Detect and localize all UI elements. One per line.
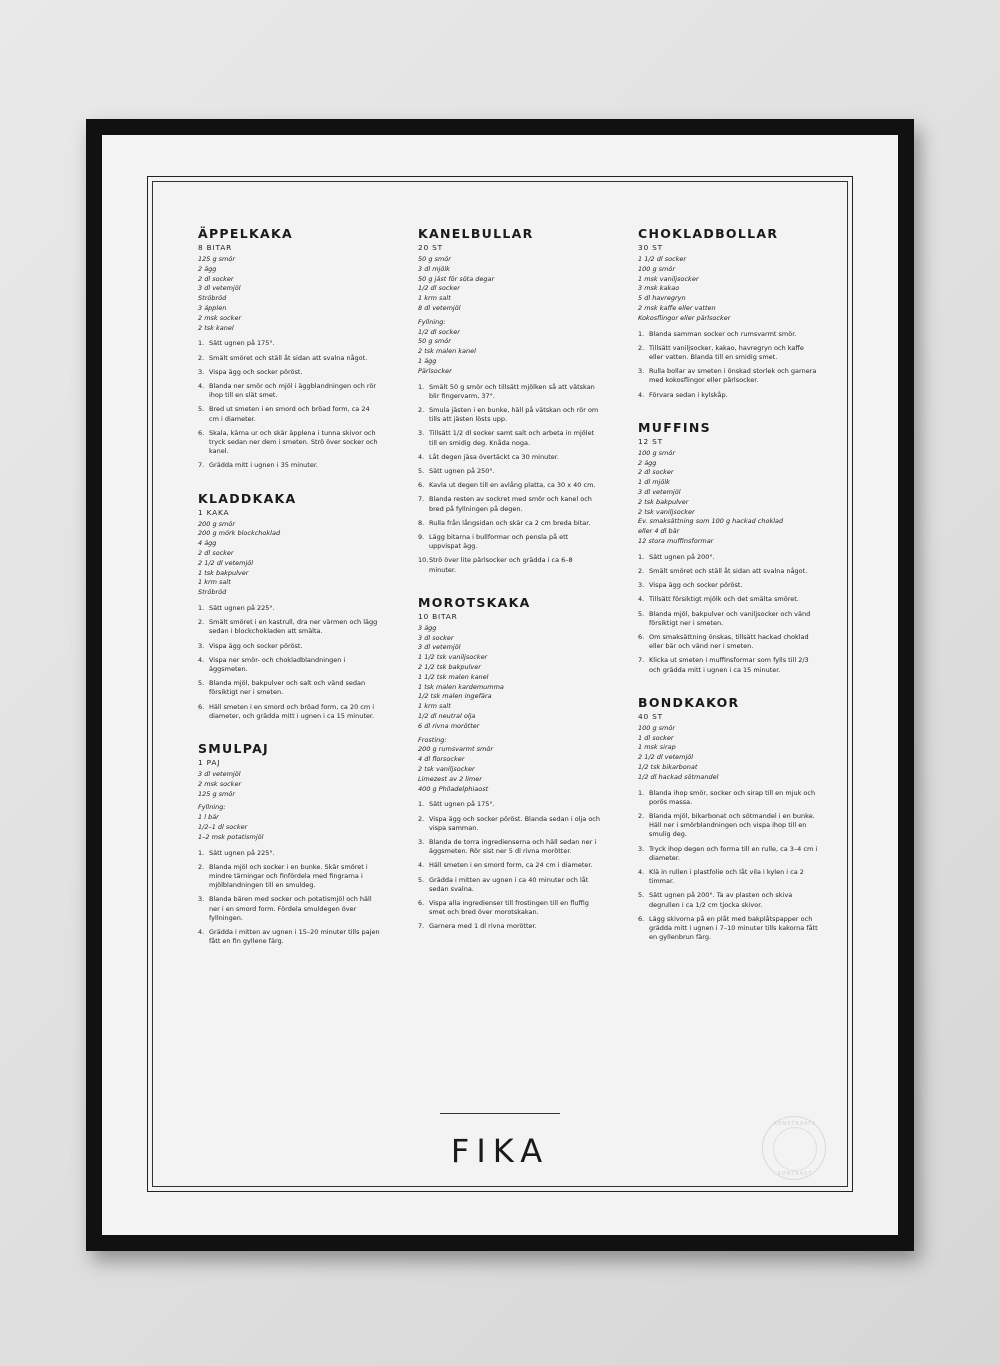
step-item <box>638 915 820 943</box>
filling-list <box>418 736 600 795</box>
recipe-card <box>418 226 600 575</box>
step-number: 4. <box>638 390 645 399</box>
step-number: 2. <box>198 862 205 871</box>
ingredient-item: 2 dl socker <box>198 274 234 283</box>
step-item <box>638 595 820 604</box>
ingredient-item: 1/2 dl neutral olja <box>418 711 476 720</box>
step-item <box>198 656 380 674</box>
recipe-column-1 <box>198 226 380 966</box>
step-text: Blanda mjöl, bakpulver och vaniljsocker och vänd försiktigt ner i smeten. <box>649 609 811 627</box>
recipe-title: SMULPAJ <box>198 741 269 757</box>
step-number: 5. <box>638 891 645 900</box>
step-item <box>198 429 380 457</box>
recipe-title: ÄPPELKAKA <box>198 226 293 241</box>
step-item <box>198 928 380 946</box>
step-number: 2. <box>638 343 645 352</box>
step-text: Blanda ner smör och mjöl i äggblandningen och rör ihop till en slät smet. <box>209 381 377 400</box>
step-item <box>198 849 380 858</box>
step-number: 1. <box>418 800 425 809</box>
recipe-title: KLADDKAKA <box>198 490 297 506</box>
step-number: 9. <box>418 533 425 541</box>
step-number: 7. <box>638 656 645 665</box>
step-item <box>418 383 600 401</box>
step-number: 3. <box>198 641 205 650</box>
ingredient-item: 2 msk kaffe eller vatten <box>638 303 716 312</box>
ingredient-item: 50 g jäst för söta degar <box>418 274 495 283</box>
filling-item: 1/2–1 dl socker <box>198 823 248 831</box>
step-number: 2. <box>638 566 645 575</box>
filling-item: 1 ägg <box>418 356 437 365</box>
step-number: 1. <box>638 329 645 338</box>
step-item <box>638 367 820 385</box>
step-list <box>638 553 820 675</box>
title-rule <box>440 1113 560 1114</box>
step-number: 5. <box>198 679 205 688</box>
ingredient-item: Ströbröd <box>198 588 227 597</box>
step-number: 7. <box>198 461 205 470</box>
ingredient-list <box>198 255 380 333</box>
ingredient-item: 2 tsk vaniljsocker <box>638 507 695 516</box>
recipe-card <box>638 695 820 943</box>
ingredient-item: 3 äpplen <box>198 303 227 312</box>
step-item <box>198 895 380 923</box>
step-item <box>638 610 820 628</box>
step-number: 2. <box>198 353 205 362</box>
step-number: 3. <box>638 581 645 590</box>
step-text: Sätt ugnen på 200°. Ta av plasten och skiva degrullen i ca 1/2 cm tjocka skivor. <box>649 891 793 909</box>
ingredient-item: 2 1/2 dl vetemjöl <box>198 558 254 567</box>
step-text: Förvara sedan i kylskåp. <box>649 390 728 399</box>
step-number: 1. <box>198 848 205 857</box>
ingredient-item: 200 g mörk blockchoklad <box>198 529 281 538</box>
ingredient-item: 1 krm salt <box>418 702 451 711</box>
step-list <box>418 383 600 575</box>
recipe-title: CHOKLADBOLLAR <box>638 226 779 241</box>
step-text: Tryck ihop degen och forma till en rulle, ca 3–4 cm i diameter. <box>649 844 818 862</box>
step-item <box>418 406 600 424</box>
step-item <box>638 812 820 840</box>
ingredient-item: 3 dl mjölk <box>418 264 450 273</box>
step-item <box>418 899 600 917</box>
step-item <box>638 845 820 863</box>
step-text: Garnera med 1 dl rivna morötter. <box>429 922 537 931</box>
step-item <box>418 533 600 551</box>
ingredient-item: 1 msk vaniljsocker <box>638 274 699 283</box>
recipe-card <box>638 226 820 400</box>
recipe-column-2 <box>418 226 600 952</box>
step-item <box>198 461 380 470</box>
step-number: 1. <box>418 382 425 391</box>
ingredient-item: 1 krm salt <box>198 578 231 587</box>
filling-item: Pärlsocker <box>418 366 452 375</box>
stamp-logo <box>762 1116 826 1180</box>
step-text: Grädda i mitten av ugnen i ca 40 minuter och låt sedan svalna. <box>429 875 589 893</box>
step-item <box>638 567 820 576</box>
step-number: 4. <box>198 655 205 664</box>
step-text: Tillsätt 1/2 dl socker samt salt och arbeta in mjölet till en smidig deg. Knåda noga. <box>429 429 595 447</box>
ingredient-item: 6 dl rivna morötter <box>418 721 480 730</box>
step-text: Vispa ägg och socker pöröst. <box>649 581 743 590</box>
recipe-title: MUFFINS <box>638 419 711 435</box>
step-item <box>418 922 600 931</box>
step-number: 6. <box>418 898 425 907</box>
step-number: 3. <box>198 367 205 376</box>
poster-title: FIKA <box>450 1132 550 1170</box>
recipe-yield: 40 ST <box>638 711 663 721</box>
stamp-text-bottom: KONTRAST <box>777 1171 813 1177</box>
ingredient-item: 1 1/2 dl socker <box>638 255 687 263</box>
ingredient-item: Ströbröd <box>198 294 227 303</box>
recipe-title: MOROTSKAKA <box>418 594 531 610</box>
filling-list <box>198 803 380 842</box>
step-text: Vispa ner smör- och chokladblandningen i äggsmeten. <box>209 655 346 673</box>
ingredient-item: 100 g smör <box>638 264 676 273</box>
ingredient-item: 1 tsk bakpulver <box>198 568 249 577</box>
step-item <box>638 553 820 562</box>
step-list <box>638 789 820 943</box>
recipe-column-3 <box>638 226 820 962</box>
ingredient-item: 1 tsk malen kardemumma <box>418 682 504 691</box>
ingredient-item: 50 g smör <box>418 255 451 263</box>
step-item <box>198 863 380 891</box>
ingredient-item: 1/2 tsk malen ingefära <box>418 692 492 701</box>
ingredient-list <box>638 724 820 783</box>
recipe-yield: 20 ST <box>418 243 443 252</box>
ingredient-item: 100 g smör <box>638 723 676 732</box>
ingredient-item: 2 1/2 dl vetemjöl <box>638 753 694 762</box>
filling-label: Frosting: <box>418 735 447 744</box>
step-number: 5. <box>638 609 645 618</box>
step-list <box>198 339 380 470</box>
step-list <box>418 800 600 931</box>
step-item <box>418 429 600 447</box>
step-number: 4. <box>198 928 205 937</box>
recipe-yield: 1 KAKA <box>198 507 230 517</box>
step-item <box>418 861 600 870</box>
step-text: Vispa ägg och socker pöröst. Blanda sedan i olja och vispa samman. <box>429 814 600 832</box>
step-text: Strö över lite pärlsocker och grädda i ca 6–8 minuter. <box>429 556 573 574</box>
step-text: Sätt ugnen på 250°. <box>429 466 495 475</box>
ingredient-item: 100 g smör <box>638 448 676 457</box>
ingredient-item: 3 ägg <box>418 623 437 632</box>
step-item <box>638 868 820 886</box>
filling-label: Fyllning: <box>418 317 446 326</box>
step-text: Sätt ugnen på 225°. <box>209 603 275 612</box>
step-text: Rulla bollar av smeten i önskad storlek och garnera med kokosflingor eller pärlsocker. <box>649 367 817 385</box>
step-text: Vispa ägg och socker pöröst. <box>209 641 303 650</box>
step-number: 3. <box>638 844 645 853</box>
step-text: Smält smöret i en kastrull, dra ner värmen och lägg sedan i blockchokladen att smälta. <box>209 618 378 636</box>
filling-item: Limezest av 2 limer <box>418 774 482 783</box>
filling-item: 1 l bär <box>198 813 219 822</box>
ingredient-item: eller 4 dl bär <box>638 527 680 536</box>
recipe-title: BONDKAKOR <box>638 694 740 710</box>
step-text: Bred ut smeten i en smord och bröad form, ca 24 cm i diameter. <box>209 405 370 423</box>
ingredient-item: 4 ägg <box>198 539 217 548</box>
step-item <box>198 405 380 423</box>
ingredient-item: 12 stora muffinsformar <box>638 536 714 545</box>
ingredient-item: 3 dl vetemjöl <box>198 770 241 779</box>
step-text: Blanda mjöl och socker i en bunke. Skär smöret i mindre tärningar och finfördela med fingrarna i mjölblandningen till en smuldeg. <box>209 862 368 890</box>
step-number: 4. <box>638 868 645 876</box>
step-text: Vispa alla ingredienser till frostingen till en fluffig smet och bred över morotskakan. <box>429 898 589 917</box>
filling-item: 1/2 dl socker <box>418 327 460 336</box>
step-number: 5. <box>418 875 425 884</box>
recipe-card <box>418 595 600 932</box>
step-number: 5. <box>418 466 425 475</box>
recipe-card <box>638 420 820 675</box>
step-item <box>418 481 600 490</box>
ingredient-item: 3 dl vetemjöl <box>198 284 241 293</box>
step-item <box>198 368 380 377</box>
filling-item: 400 g Philadelphiaost <box>418 784 489 793</box>
ingredient-list <box>418 624 600 732</box>
ingredient-item: 3 msk kakao <box>638 284 680 293</box>
step-item <box>198 604 380 613</box>
ingredient-item: 2 msk socker <box>198 313 242 322</box>
step-item <box>418 453 600 462</box>
ingredient-item: 3 dl vetemjöl <box>638 487 681 496</box>
ingredient-item: 2 dl socker <box>638 468 674 477</box>
ingredient-item: Ev. smaksättning som 100 g hackad choklad <box>638 517 784 526</box>
step-item <box>418 495 600 513</box>
step-number: 8. <box>418 518 425 527</box>
step-text: Klä in rullen i plastfolie och låt vila i kylen i ca 2 timmar. <box>649 868 804 886</box>
step-number: 6. <box>638 914 645 923</box>
step-number: 2. <box>638 811 645 820</box>
step-text: Sätt ugnen på 175°. <box>429 800 495 809</box>
ingredient-list <box>638 255 820 324</box>
recipe-title: KANELBULLAR <box>418 226 534 241</box>
step-list <box>198 604 380 721</box>
step-text: Blanda samman socker och rumsvarmt smör. <box>649 329 797 338</box>
step-text: Smula jästen i en bunke, häll på vätskan och rör om tills att jästen lösts upp. <box>429 405 599 424</box>
recipe-card <box>198 226 380 471</box>
step-item <box>638 330 820 339</box>
step-number: 1. <box>198 603 205 612</box>
step-text: Sätt ugnen på 200°. <box>649 552 715 561</box>
step-text: Grädda i mitten av ugnen i 15–20 minuter tills pajen fått en fin gyllene färg. <box>209 928 380 946</box>
step-number: 2. <box>198 618 205 627</box>
step-number: 3. <box>418 429 425 438</box>
step-item <box>638 656 820 674</box>
step-item <box>418 556 600 574</box>
step-item <box>638 391 820 400</box>
step-text: Låt degen jäsa övertäckt ca 30 minuter. <box>429 452 559 461</box>
filling-item: 4 dl florsocker <box>418 755 465 764</box>
step-item <box>198 642 380 651</box>
step-item <box>198 679 380 697</box>
step-item <box>638 633 820 651</box>
ingredient-item: 3 dl socker <box>418 633 454 642</box>
step-item <box>198 354 380 363</box>
ingredient-item: 125 g smör <box>198 255 236 263</box>
step-item <box>638 581 820 590</box>
step-text: Häll smeten i en smord form, ca 24 cm i diameter. <box>429 861 593 870</box>
filling-item: 200 g rumsvarmt smör <box>418 745 493 754</box>
ingredient-item: 1 dl socker <box>638 733 674 742</box>
step-list <box>638 330 820 400</box>
ingredient-item: Kokosflingor eller pärlsocker <box>638 313 731 322</box>
ingredient-list <box>198 520 380 598</box>
ingredient-item: 2 tsk kanel <box>198 323 234 332</box>
step-text: Smält smöret och ställ åt sidan att svalna något. <box>649 566 808 575</box>
ingredient-item: 2 ägg <box>198 264 217 273</box>
step-number: 1. <box>638 552 645 561</box>
recipe-yield: 12 ST <box>638 436 663 446</box>
step-text: Skala, kärna ur och skär äpplena i tunna skivor och tryck sedan ner dem i smeten. Strö över socker och kanel. <box>209 428 378 456</box>
filling-item: 2 tsk vaniljsocker <box>418 764 475 773</box>
ingredient-item: 2 msk socker <box>198 779 242 788</box>
step-number: 6. <box>418 481 425 490</box>
step-item <box>198 618 380 636</box>
step-number: 10. <box>418 556 429 565</box>
step-item <box>418 876 600 894</box>
ingredient-item: 125 g smör <box>198 789 236 798</box>
step-number: 4. <box>198 381 205 390</box>
step-item <box>198 382 380 400</box>
stamp-text-top: KONSTKARTA <box>773 1121 817 1127</box>
step-item <box>198 703 380 721</box>
recipe-card <box>198 491 380 721</box>
step-text: Lägg skivorna på en plåt med bakplåtspapper och grädda mitt i ugnen i 7–10 minuter tills kakorna fått en gyllenbrun färg. <box>649 914 818 942</box>
ingredient-item: 1 dl mjölk <box>638 478 670 487</box>
step-number: 4. <box>418 861 425 870</box>
step-number: 4. <box>638 595 645 604</box>
step-text: Blanda de torra ingredienserna och häll sedan ner i äggsmeten. Rör sist ner 5 dl rivna morötter. <box>429 837 597 856</box>
ingredient-item: 2 1/2 tsk bakpulver <box>418 663 481 671</box>
ingredient-item: 1 krm salt <box>418 294 451 303</box>
step-number: 3. <box>198 895 205 904</box>
step-text: Blanda bären med socker och potatismjöl och häll ner i en smord form. Fördela smuldegen över fyllningen. <box>209 895 372 922</box>
step-item <box>638 891 820 909</box>
step-number: 2. <box>418 814 425 823</box>
ingredient-item: 8 dl vetemjöl <box>418 303 461 312</box>
step-item <box>638 789 820 807</box>
ingredient-item: 1 1/2 tsk vaniljsocker <box>418 653 488 662</box>
filling-item: 50 g smör <box>418 337 451 346</box>
recipe-card <box>198 741 380 946</box>
step-number: 6. <box>638 632 645 641</box>
step-item <box>198 339 380 348</box>
ingredient-list <box>418 255 600 314</box>
step-item <box>418 519 600 528</box>
step-number: 5. <box>198 405 205 414</box>
step-text: Blanda ihop smör, socker och sirap till en mjuk och porös massa. <box>649 788 816 806</box>
step-item <box>638 344 820 362</box>
step-text: Sätt ugnen på 175°. <box>209 339 275 348</box>
ingredient-item: 5 dl havregryn <box>638 294 686 303</box>
step-text: Häll smeten i en smord och bröad form, ca 20 cm i diameter, och grädda mitt i ugnen i ca 15 minuter. <box>209 702 375 720</box>
step-number: 6. <box>198 428 205 437</box>
step-item <box>418 800 600 809</box>
step-text: Blanda mjöl, bakpulver och salt och vänd sedan försiktigt ner i smeten. <box>209 679 366 697</box>
ingredient-item: 2 dl socker <box>198 549 234 557</box>
step-text: Lägg bitarna i bullformar och pensla på ett uppvispat ägg. <box>429 533 569 551</box>
ingredient-item: 2 ägg <box>638 458 657 467</box>
step-number: 7. <box>418 495 425 504</box>
recipe-yield: 8 BITAR <box>198 243 233 252</box>
filling-item: 2 tsk malen kanel <box>418 347 476 356</box>
ingredient-item: 1/2 tsk bikarbonat <box>638 762 698 771</box>
ingredient-list <box>198 770 380 799</box>
ingredient-item: 2 tsk bakpulver <box>638 497 689 506</box>
step-item <box>418 467 600 476</box>
step-text: Rulla från långsidan och skär ca 2 cm breda bitar. <box>429 518 591 527</box>
step-number: 1. <box>198 339 205 348</box>
step-text: Tillsätt vaniljsocker, kakao, havregryn och kaffe eller vatten. Blanda till en smidig smet. <box>649 343 804 361</box>
step-text: Grädda mitt i ugnen i 35 minuter. <box>209 461 318 470</box>
recipe-yield: 30 ST <box>638 243 663 252</box>
ingredient-item: 1/2 dl socker <box>418 284 460 293</box>
ingredient-item: 200 g smör <box>198 519 236 528</box>
ingredient-item: 1 1/2 tsk malen kanel <box>418 672 489 681</box>
step-text: Smält smöret och ställ åt sidan att svalna något. <box>209 353 368 362</box>
step-text: Smält 50 g smör och tillsätt mjölken så att vätskan blir fingervarm, 37°. <box>429 382 595 400</box>
step-text: Blanda mjöl, bikarbonat och sötmandel i en bunke. Häll ner i smörblandningen och vispa ihop till en smulig deg. <box>649 811 815 839</box>
step-text: Klicka ut smeten i muffinsformar som fylls till 2/3 och grädda mitt i ugnen i ca 15 minuter. <box>649 656 809 674</box>
step-item <box>418 838 600 856</box>
ingredient-list <box>638 449 820 547</box>
step-number: 3. <box>418 837 425 846</box>
ingredient-item: 1/2 dl hackad sötmandel <box>638 772 719 781</box>
step-text: Kavla ut degen till en avlång platta, ca 30 x 40 cm. <box>429 481 596 490</box>
step-text: Sätt ugnen på 225°. <box>209 848 275 857</box>
ingredient-item: 3 dl vetemjöl <box>418 643 461 652</box>
step-text: Vispa ägg och socker pöröst. <box>209 367 303 376</box>
step-number: 4. <box>418 452 425 461</box>
step-number: 7. <box>418 922 425 931</box>
filling-item: 1–2 msk potatismjöl <box>198 832 264 841</box>
step-text: Tillsätt försiktigt mjölk och det smälta smöret. <box>649 595 799 604</box>
step-text: Blanda resten av sockret med smör och kanel och bred på fyllningen på degen. <box>429 495 592 513</box>
step-number: 3. <box>638 367 645 376</box>
step-number: 2. <box>418 405 425 414</box>
recipe-yield: 10 BITAR <box>418 611 458 621</box>
step-number: 1. <box>638 788 645 797</box>
step-number: 6. <box>198 702 205 711</box>
step-item <box>418 815 600 833</box>
filling-list <box>418 318 600 377</box>
recipe-yield: 1 PAJ <box>198 758 221 768</box>
filling-label: Fyllning: <box>198 803 226 812</box>
ingredient-item: 1 msk sirap <box>638 743 676 752</box>
step-text: Om smaksättning önskas, tillsätt hackad choklad eller bär och vänd ner i smeten. <box>649 632 809 651</box>
step-list <box>198 849 380 947</box>
